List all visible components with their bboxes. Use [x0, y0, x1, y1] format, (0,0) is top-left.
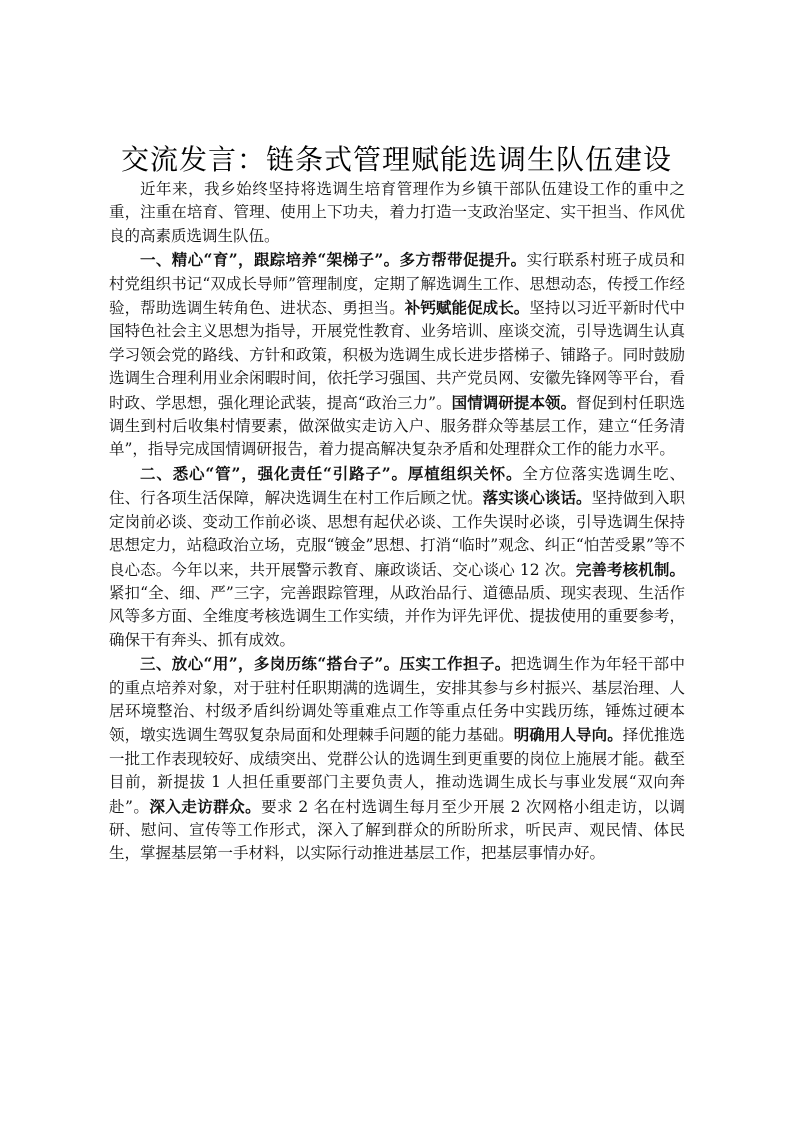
document-title: 交流发言：链条式管理赋能选调生队伍建设 — [120, 143, 672, 176]
sub-text: 全方位落实选调生吃、住、行各项生活保障，解决选调生在村工作后顾之忧。 — [109, 464, 685, 508]
sub-lead: 补钙赋能促成长。 — [404, 298, 530, 318]
section-heading: 三、放心“用”，多岗历练“搭台子”。 — [140, 654, 400, 674]
section-paragraph-1 — [109, 248, 685, 462]
sub-lead: 明确用人导向。 — [513, 725, 623, 745]
sub-text: 要求 2 名在村选调生每月至少开展 2 次网格小组走访，以调研、慰问、宣传等工作形式，深入了解到群众的所盼所求，听民声、观民情、体民生，掌握基层第一手材料，以实际行动推进基层工作，把基层事情办好。 — [109, 797, 685, 863]
sub-lead: 厚植组织关怀。 — [407, 463, 523, 483]
sub-lead: 完善考核机制。 — [575, 559, 685, 579]
sub-text: 实行联系村班子成员和村党组织书记“双成长导师”管理制度，定期了解选调生工作、思想动态，传授工作经验，帮助选调生转角色、进状态、勇担当。 — [109, 251, 685, 318]
sub-lead: 压实工作担子。 — [399, 654, 511, 674]
intro-paragraph: 近年来，我乡始终坚持将选调生培育管理作为乡镇干部队伍建设工作的重中之重，注重在培育、管理、使用上下功夫，着力打造一支政治坚定、实干担当、作风优良的高素质选调生队伍。 — [109, 180, 685, 245]
section-heading: 二、悉心“管”，强化责任“引路子”。 — [140, 463, 408, 483]
sub-text: 坚持以习近平新时代中国特色社会主义思想为指导，开展党性教育、业务培训、座谈交流，引导选调生认真学习领会党的路线、方针和政策，积极为选调生成长进步搭梯子、铺路子。同时鼓励选调生合理利用业余闲暇时间，依托学习强国、共产党员网、安徽先锋网等平台，看时政、学思想，强化理论武装，提高“政治三力”。 — [109, 299, 685, 412]
sub-lead: 落实谈心谈话。 — [482, 488, 592, 508]
sub-lead: 多方帮带促提升。 — [399, 250, 527, 270]
section-heading: 一、精心“育”，跟踪培养“架梯子”。 — [140, 250, 400, 270]
sub-lead: 深入走访群众。 — [149, 796, 262, 816]
sub-lead: 国情调研提本领。 — [451, 392, 577, 412]
sub-text: 督促到村任职选调生到村后收集村情要素，做深做实走访入户、服务群众等基层工作，建立“任务清单”，指导完成国情调研报告，着力提高解决复杂矛盾和处理群众工作的能力水平。 — [109, 393, 685, 459]
sub-text: 紧扣“全、细、严”三字，完善跟踪管理，从政治品行、道德品质、现实表现、生活作风等多方面、全维度考核选调生工作实绩，并作为评先评优、提拔使用的重要参考，确保干有奔头、抓有成效。 — [109, 583, 685, 649]
document-body — [109, 178, 685, 866]
sub-text: 择优推选一批工作表现较好、成绩突出、党群公认的选调生到更重要的岗位上施展才能。截至目前，新提拔 1 人担任重要部门主要负责人，推动选调生成长与事业发展“双向奔赴”。 — [109, 726, 685, 816]
section-paragraph-2 — [109, 462, 685, 652]
sub-text: 坚持做到入职定岗前必谈、变动工作前必谈、思想有起伏必谈、工作失误时必谈，引导选调生保持思想定力，站稳政治立场，克服“镀金”思想、打消“临时”观念、纠正“怕苦受累”等不良心态。今年以来，共开展警示教育、廉政谈话、交心谈心 12 次。 — [109, 489, 685, 579]
sub-text: 把选调生作为年轻干部中的重点培养对象，对于驻村任职期满的选调生，安排其参与乡村振兴、基层治理、人居环境整治、村级矛盾纠纷调处等重难点工作等重点任务中实践历练，锤炼过硬本领，墩实选调生驾驭复杂局面和处理棘手问题的能力基础。 — [109, 655, 685, 745]
section-paragraph-3 — [109, 652, 685, 866]
